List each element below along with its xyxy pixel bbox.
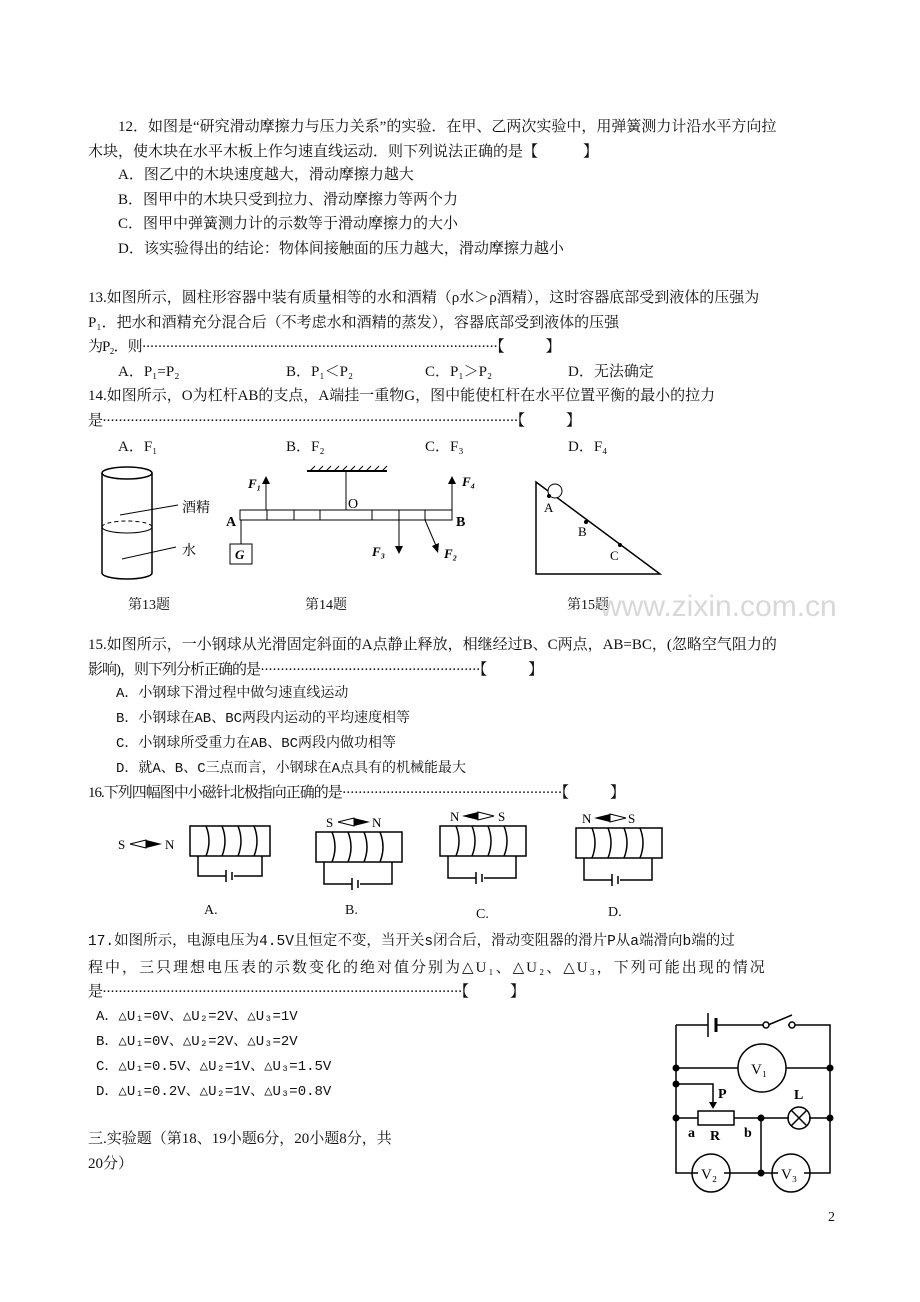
figure-15-incline	[532, 480, 667, 580]
q13-option-d: D．无法确定	[568, 364, 654, 380]
section-3-heading-line2: 20分）	[88, 1156, 134, 1172]
q16-panel-c	[436, 806, 536, 886]
label-f1: F₁	[248, 476, 262, 491]
q16-label-d: D.	[608, 905, 622, 920]
q14-stem-line1: 14.如图所示，O为杠杆AB的支点，A端挂一重物G，图中能使杠杆在水平位置平衡的最小的拉力	[88, 388, 716, 404]
q17-circuit-diagram	[664, 1005, 844, 1185]
q15-stem-line2: 影响)，则下列分析正确的是·······················································【 】	[88, 662, 543, 678]
q14-option-a: A．F₁	[118, 439, 158, 455]
label-a: A	[544, 500, 554, 515]
q16-label-a: A.	[204, 903, 218, 918]
label-f3: F₃	[372, 544, 386, 559]
q15-option-b: B．小钢球在AB、BC两段内运动的平均速度相等	[116, 711, 411, 727]
q13-option-a: A．P₁=P₂	[118, 364, 180, 380]
label-b: b	[744, 1126, 752, 1141]
q16-panel-d	[572, 808, 672, 888]
q16-panel-b	[312, 812, 412, 892]
q14-option-c: C．F₃	[425, 439, 464, 455]
label-o: O	[348, 497, 359, 512]
q17-option-c: C．△U₁=0.5V、△U₂=1V、△U₃=1.5V	[96, 1059, 332, 1075]
q16-stem: 16.下列四幅图中小磁针北极指向正确的是·······················································【 】	[88, 785, 624, 801]
q15-option-a: A．小钢球下滑过程中做匀速直线运动	[116, 686, 349, 702]
pole-label-right: S	[628, 811, 636, 826]
pole-label-left: S	[118, 837, 126, 852]
q12-stem-line1: 12．如图是“研究滑动摩擦力与压力关系”的实验．在甲、乙两次实验中，用弹簧测力计沿水平方向拉	[118, 119, 777, 135]
q17-stem-line2: 程中，三只理想电压表的示数变化的绝对值分别为△U₁、△U₂、△U₃，下列可能出现的情况	[88, 960, 767, 976]
q13-option-b: B．P₁＜P₂	[286, 364, 354, 380]
label-alcohol: 酒精	[182, 501, 210, 516]
q13-option-c: C．P₁＞P₂	[425, 364, 493, 380]
figure-13-container	[100, 465, 230, 585]
q15-stem-line1: 15.如图所示，一小钢球从光滑固定斜面的A点静止释放，相继经过B、C两点，AB=BC，(忽略空气阻力的	[88, 637, 777, 653]
watermark: www.zixin.com.cn	[600, 590, 837, 623]
pole-label-left: S	[326, 815, 334, 830]
page-number: 2	[828, 1210, 835, 1225]
q14-stem-line2: 是········································································································【 】	[88, 413, 580, 429]
pole-label-left: N	[450, 809, 460, 824]
q12-option-d: D．该实验得出的结论：物体间接触面的压力越大，滑动摩擦力越小	[118, 241, 564, 257]
section-3-heading-line1: 三.实验题（第18、19小题6分，20小题8分，共	[88, 1131, 392, 1147]
label-v2: V₂	[701, 1167, 718, 1183]
q15-option-c: C．小钢球所受重力在AB、BC两段内做功相等	[116, 736, 397, 752]
label-r: R	[710, 1129, 721, 1144]
label-water: 水	[182, 544, 196, 559]
q13-stem-line3: 为P₂．则·························································································【 】	[88, 339, 560, 355]
label-b: B	[456, 515, 466, 530]
label-f4: F₄	[462, 474, 476, 489]
pole-label-right: N	[165, 837, 175, 852]
q12-stem-line2: 木块，使木块在水平木板上作匀速直线运动．则下列说法正确的是【 】	[88, 144, 599, 160]
q17-option-a: A．△U₁=0V、△U₂=2V、△U₃=1V	[96, 1009, 298, 1025]
q14-option-b: B．F₂	[286, 439, 325, 455]
pole-label-right: S	[498, 809, 506, 824]
figure-14-lever	[222, 466, 482, 586]
label-a: A	[226, 515, 237, 530]
q12-option-a: A．图乙中的木块速度越大，滑动摩擦力越大	[118, 167, 414, 183]
label-l: L	[794, 1088, 804, 1103]
q17-option-b: B．△U₁=0V、△U₂=2V、△U₃=2V	[96, 1034, 298, 1050]
label-b: B	[578, 524, 587, 539]
q13-stem-line2: P₁．把水和酒精充分混合后（不考虑水和酒精的蒸发），容器底部受到液体的压强	[88, 315, 620, 331]
label-f2: F₂	[444, 546, 458, 561]
q15-option-d: D．就A、B、C三点而言，小钢球在A点具有的机械能最大	[116, 761, 467, 777]
q16-panel-a	[118, 818, 278, 888]
figure-14-caption: 第14题	[305, 598, 347, 613]
q12-option-b: B．图甲中的木块只受到拉力、滑动摩擦力等两个力	[118, 192, 459, 208]
label-v1: V₁	[751, 1062, 768, 1078]
q16-label-c: C.	[476, 907, 489, 922]
figure-13-caption: 第13题	[128, 598, 170, 613]
q16-label-b: B.	[345, 903, 358, 918]
q14-option-d: D．F₄	[568, 439, 608, 455]
figure-15-caption: 第15题	[567, 598, 609, 613]
pole-label-left: N	[582, 811, 592, 826]
q13-stem-line1: 13.如图所示，圆柱形容器中装有质量相等的水和酒精（ρ水＞ρ酒精），这时容器底部受到液体的压强为	[88, 290, 760, 306]
label-c: C	[610, 548, 619, 563]
label-p: P	[718, 1087, 727, 1102]
q17-option-d: D．△U₁=0.2V、△U₂=1V、△U₃=0.8V	[96, 1084, 332, 1100]
label-v3: V₃	[781, 1167, 798, 1183]
pole-label-right: N	[372, 815, 382, 830]
q17-stem-line3: 是··························································································【 】	[88, 984, 525, 1000]
label-g: G	[235, 547, 245, 562]
q12-option-c: C．图甲中弹簧测力计的示数等于滑动摩擦力的大小	[118, 216, 459, 232]
q17-stem-line1: 17.如图所示，电源电压为4.5V且恒定不变，当开关s闭合后，滑动变阻器的滑片P从a端滑向b端的过	[88, 934, 735, 950]
label-a: a	[688, 1126, 695, 1141]
